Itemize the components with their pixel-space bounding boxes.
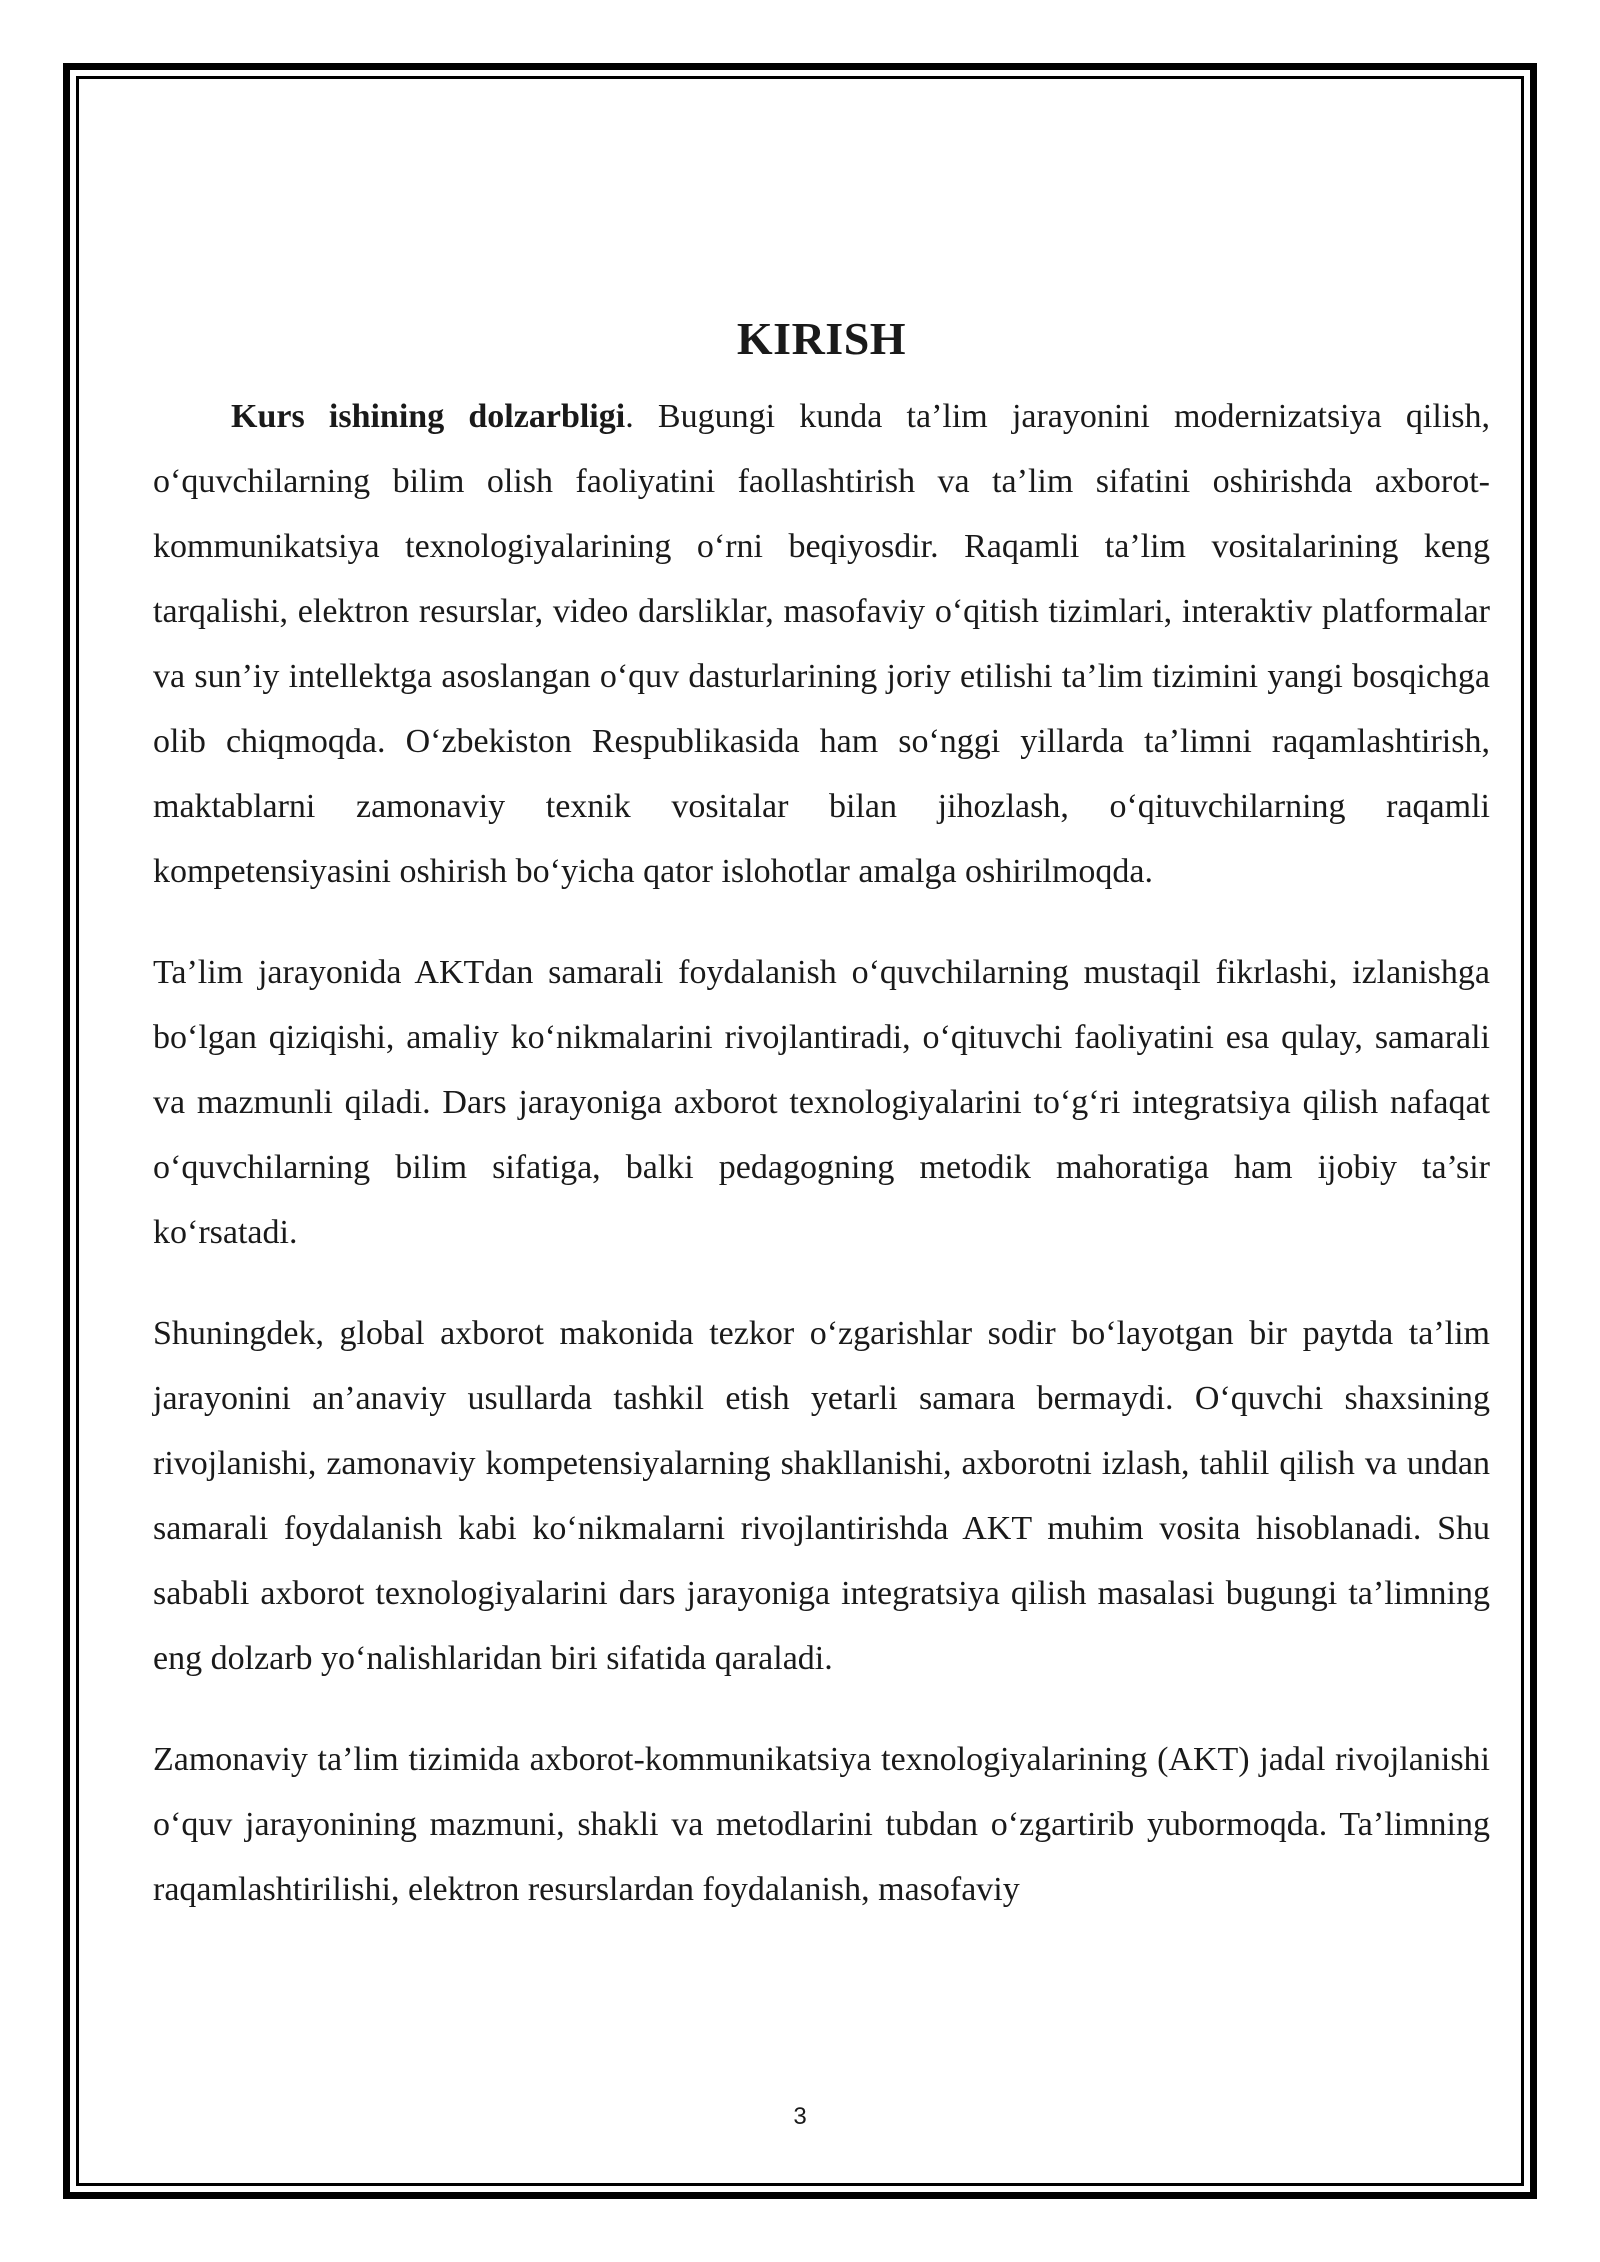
page-title: KIRISH xyxy=(736,313,907,364)
document-body xyxy=(153,300,1490,1922)
paragraph: Shuningdek, global axborot makonida tezkor o‘zgarishlar sodir bo‘layotgan bir paytda ta’lim jarayonini an’anaviy usullarda tashkil etish yetarli samara bermaydi. O‘quvchi shaxsining rivojlanishi, zamonaviy kompetensiyalarning shakllanishi, axborotni izlash, tahlil qilish va undan samarali foydalanish kabi ko‘nikmalarni rivojlantirishda AKT muhim vosita hisoblanadi. Shu sababli axborot texnologiyalarini dars jarayoniga integratsiya qilish masalasi bugungi ta’limning eng dolzarb yo‘nalishlaridan biri sifatida qaraladi. xyxy=(153,1315,1490,1677)
page-number: 3 xyxy=(793,2103,807,2130)
paragraph-text: . Bugungi kunda ta’lim jarayonini modernizatsiya qilish, o‘quvchilarning bilim olish faoliyatini faollashtirish va ta’lim sifatini oshirishda axborot-kommunikatsiya texnologiyalarining o‘rni beqiyosdir. Raqamli ta’lim vositalarining keng tarqalishi, elektron resurslar, video darsliklar, masofaviy o‘qitish tizimlari, interaktiv platformalar va sun’iy intellektga asoslangan o‘quv dasturlarining joriy etilishi ta’lim tizimini yangi bosqichga olib chiqmoqda. O‘zbekiston Respublikasida ham so‘nggi yillarda ta’limni raqamlashtirish, maktablarni zamonaviy texnik vositalar bilan jihozlash, o‘qituvchilarning raqamli kompetensiyasini oshirish bo‘yicha qator islohotlar amalga oshirilmoqda. xyxy=(153,398,1490,890)
paragraph: Ta’lim jarayonida AKTdan samarali foydalanish o‘quvchilarning mustaqil fikrlashi, izlanishga bo‘lgan qiziqishi, amaliy ko‘nikmalarini rivojlantiradi, o‘qituvchi faoliyatini esa qulay, samarali va mazmunli qiladi. Dars jarayoniga axborot texnologiyalarini to‘g‘ri integratsiya qilish nafaqat o‘quvchilarning bilim sifatiga, balki pedagogning metodik mahoratiga ham ijobiy ta’sir ko‘rsatadi. xyxy=(153,954,1490,1251)
paragraph-relevance xyxy=(153,384,1490,904)
paragraph: Zamonaviy ta’lim tizimida axborot-kommunikatsiya texnologiyalarining (AKT) jadal rivojlanishi o‘quv jarayonining mazmuni, shakli va metodlarini tubdan o‘zgartirib yubormoqda. Ta’limning raqamlashtirilishi, elektron resurslardan foydalanish, masofaviy xyxy=(153,1741,1490,1908)
paragraph-lead: Kurs ishining dolzarbligi xyxy=(231,398,626,435)
